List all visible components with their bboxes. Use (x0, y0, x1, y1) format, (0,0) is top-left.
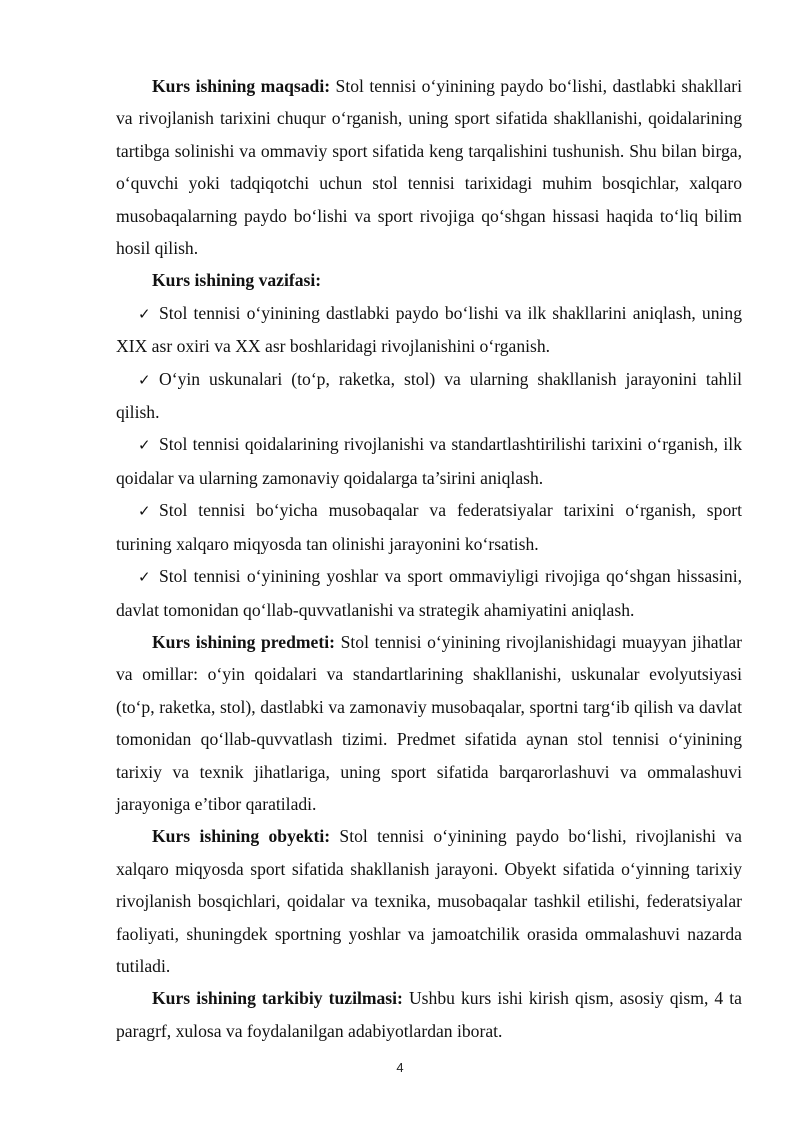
structure-paragraph (116, 982, 742, 1047)
goal-paragraph (116, 70, 742, 264)
subject-label: Kurs ishining predmeti: (152, 631, 335, 652)
task-item-text: O‘yin uskunalari (to‘p, raketka, stol) va ularning shakllanish jarayonini tahlil qilish. (116, 368, 742, 423)
object-paragraph (116, 820, 742, 982)
task-item-text: Stol tennisi bo‘yicha musobaqalar va federatsiyalar tarixini o‘rganish, sport turining xalqaro miqyosda tan olinishi jarayonini ko‘rsatish. (116, 500, 742, 554)
checkmark-icon: ✓ (138, 304, 151, 323)
task-item-text: Stol tennisi o‘yinining dastlabki paydo bo‘lishi va ilk shakllarini aniqlash, uning XIX asr oxiri va XX asr boshlaridagi rivojlanishini o‘rganish. (116, 302, 742, 357)
checkmark-icon: ✓ (138, 370, 151, 389)
task-item-2 (116, 363, 742, 429)
checkmark-icon: ✓ (138, 502, 151, 521)
goal-text: Stol tennisi o‘yinining paydo bo‘lishi, dastlabki shakllari va rivojlanish tarixini chuqur o‘rganish, uning sport sifatida shakllanishi, qoidalarining tartibga solinishi va ommaviy sport sifatida keng tarqalishini tushunish. Shu bilan birga, o‘quvchi yoki tadqiqotchi uchun stol tennisi tarixidagi muhim bosqichlar, xalqaro musobaqalarning paydo bo‘lishi va sport rivojiga qo‘shgan hissasi haqida to‘liq bilim hosil qilish. (116, 76, 742, 259)
object-text: Stol tennisi o‘yinining paydo bo‘lishi, rivojlanishi va xalqaro miqyosda sport sifatida shakllanish jarayoni. Obyekt sifatida o‘yinning tarixiy rivojlanish bosqichlari, qoidalar va texnika, musobaqalar tashkil etilishi, federatsiyalar faoliyati, shuningdek sportning yoshlar va jamoatchilik orasida ommalashuvi nazarda tutiladi. (116, 826, 742, 976)
task-item-4 (116, 494, 742, 560)
subject-paragraph (116, 626, 742, 820)
object-label: Kurs ishining obyekti: (152, 826, 331, 847)
task-item-3 (116, 428, 742, 494)
task-item-5 (116, 560, 742, 626)
subject-text: Stol tennisi o‘yinining rivojlanishidagi muayyan jihatlar va omillar: o‘yin qoidalari va standartlarining shakllanishi, uskunalar evolyutsiyasi (to‘p, raketka, stol), dastlabki va zamonaviy musobaqalar, sportni targ‘ib qilish va davlat tomonidan qo‘llab-quvvatlash tizimi. Predmet sifatida aynan stol tennisi o‘yinining tarixiy va texnik jihatlariga, uning sport sifatida barqarorlashuvi va ommalashuvi jarayoniga e’tibor qaratiladi. (116, 631, 742, 814)
task-item-text: Stol tennisi o‘yinining yoshlar va sport ommaviyligi rivojiga qo‘shgan hissasini, davlat tomonidan qo‘llab-quvvatlanishi va strategik ahamiyatini aniqlash. (116, 566, 742, 620)
task-item-1 (116, 297, 742, 363)
tasks-heading: Kurs ishining vazifasi: (152, 270, 322, 291)
task-item-text: Stol tennisi qoidalarining rivojlanishi va standartlashtirilishi tarixini o‘rganish, ilk qoidalar va ularning zamonaviy qoidalarga ta’sirini aniqlash. (116, 434, 742, 488)
checkmark-icon: ✓ (138, 436, 151, 455)
goal-label: Kurs ishining maqsadi: (152, 76, 331, 96)
page-number: 4 (396, 1060, 404, 1075)
structure-text: Ushbu kurs ishi kirish qism, asosiy qism, 4 ta paragrf, xulosa va foydalanilgan adabiyotlardan iborat. (116, 988, 742, 1041)
checkmark-icon: ✓ (138, 568, 151, 587)
page-content (116, 70, 742, 1047)
structure-label: Kurs ishining tarkibiy tuzilmasi: (152, 988, 403, 1009)
